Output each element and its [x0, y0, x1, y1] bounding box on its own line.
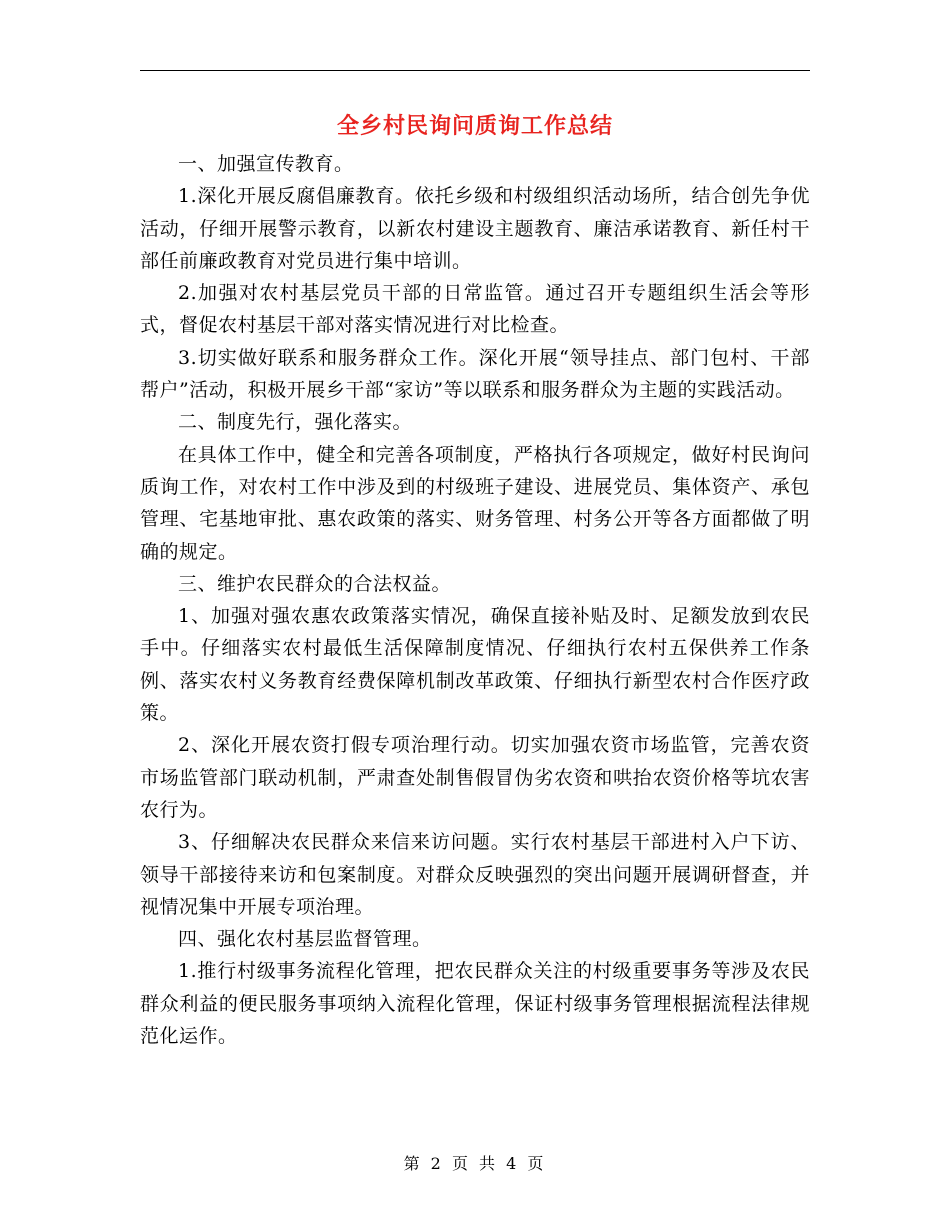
paragraph: 1.推行村级事务流程化管理，把农民群众关注的村级重要事务等涉及农民群众利益的便民服务事项纳入流程化管理，保证村级事务管理根据流程法律规范化运作。	[140, 960, 810, 1048]
document-title: 全乡村民询问质询工作总结	[336, 113, 613, 139]
paragraph: 3、仔细解决农民群众来信来访问题。实行农村基层干部进村入户下访、领导干部接待来访和包案制度。对群众反映强烈的突出问题开展调研督查，并视情况集中开展专项治理。	[140, 831, 810, 918]
paragraph: 1、加强对强农惠农政策落实情况，确保直接补贴及时、足额发放到农民手中。仔细落实农村最低生活保障制度情况、仔细执行农村五保供养工作条例、落实农村义务教育经费保障机制改革政策、仔细执行新型农村合作医疗政策。	[140, 605, 810, 725]
paragraph: 3.切实做好联系和服务群众工作。深化开展“领导挂点、部门包村、干部帮户”活动，积极开展乡干部“家访”等以联系和服务群众为主题的实践活动。	[140, 346, 810, 402]
paragraph: 在具体工作中，健全和完善各项制度，严格执行各项规定，做好村民询问质询工作，对农村工作中涉及到的村级班子建设、进展党员、集体资产、承包管理、宅基地审批、惠农政策的落实、财务管理、村务公开等各方面都做了明确的规定。	[140, 443, 810, 563]
section-heading-2: 二、制度先行，强化落实。	[178, 411, 413, 434]
page-footer: 第 2 页 共 4 页	[403, 1154, 547, 1173]
paragraph: 2、深化开展农资打假专项治理行动。切实加强农资市场监管，完善农资市场监管部门联动机制，严肃查处制售假冒伪劣农资和哄抬农资价格等坑农害农行为。	[140, 734, 810, 821]
paragraph: 2.加强对农村基层党员干部的日常监管。通过召开专题组织生活会等形式，督促农村基层干部对落实情况进行对比检查。	[140, 282, 810, 337]
header-rule	[140, 70, 810, 71]
document-body	[140, 148, 810, 1052]
section-heading-3: 三、维护农民群众的合法权益。	[178, 572, 452, 595]
section-heading-4: 四、强化农村基层监督管理。	[178, 928, 432, 951]
section-heading-1: 一、加强宣传教育。	[178, 153, 354, 175]
paragraph: 1.深化开展反腐倡廉教育。依托乡级和村级组织活动场所，结合创先争优活动，仔细开展警示教育，以新农村建设主题教育、廉洁承诺教育、新任村干部任前廉政教育对党员进行集中培训。	[140, 185, 810, 272]
